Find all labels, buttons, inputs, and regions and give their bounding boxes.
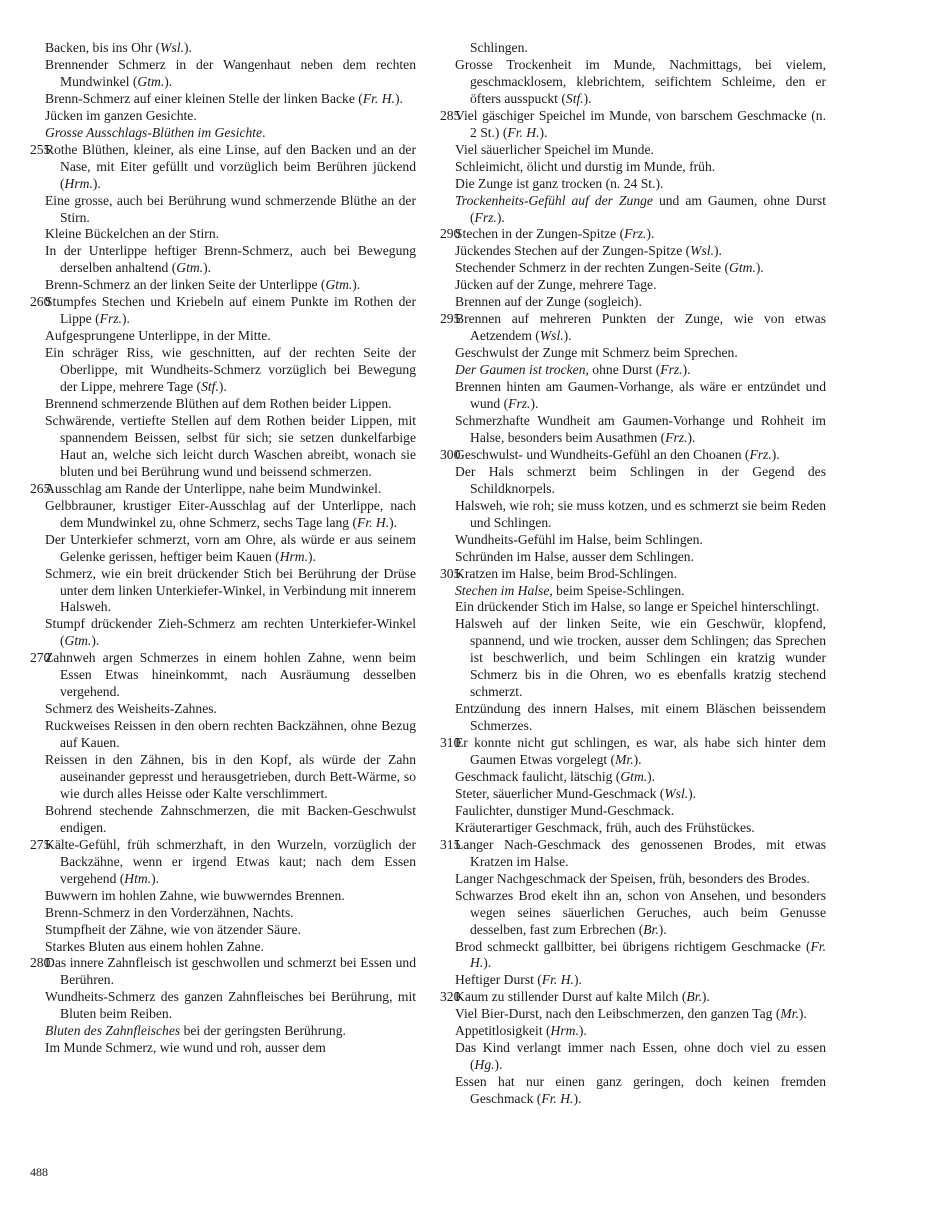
symptom-entry	[440, 311, 826, 345]
symptom-entry	[440, 243, 826, 260]
symptom-entry	[440, 701, 826, 735]
symptom-entry	[440, 871, 826, 888]
symptom-entry	[30, 566, 416, 617]
entry-text: Halsweh auf der linken Seite, wie ein Geschwür, klopfend, spannend, und wie trocken, ausser dem Schlingen; das Sprechen ist beschwerlich, und beim Schlingen ein kratzig wunder Schmerz bis in die Ohren, wo es ebenfalls kratzig stechend schmerzt.	[455, 616, 826, 700]
entry-text: Schmerzhafte Wundheit am Gaumen-Vorhange und Rohheit im Halse, besonders beim Ausathmen (Frz.).	[455, 412, 826, 445]
entry-text: Zahnweh argen Schmerzes in einem hohlen Zahne, wenn beim Essen Etwas hineinkommt, nach Ausräumung desselben vergehend.	[45, 650, 416, 700]
symptom-entry	[440, 159, 826, 176]
entry-text: Ausschlag am Rande der Unterlippe, nahe beim Mundwinkel.	[45, 480, 382, 496]
symptom-entry	[440, 260, 826, 277]
entry-text: Schmerz, wie ein breit drückender Stich bei Berührung der Drüse unter dem linken Unterkiefer-Winkel, in Verbindung mit innerem Halsweh.	[45, 565, 416, 615]
entry-text: Trockenheits-Gefühl auf der Zunge und am Gaumen, ohne Durst (Frz.).	[455, 192, 826, 225]
symptom-entry	[30, 142, 416, 193]
entry-text: Eine grosse, auch bei Berührung wund schmerzende Blüthe an der Stirn.	[45, 192, 416, 225]
symptom-entry	[30, 1023, 416, 1040]
entry-text: Geschmack faulicht, lätschig (Gtm.).	[455, 768, 656, 784]
entry-text: Er konnte nicht gut schlingen, es war, als habe sich hinter dem Gaumen Etwas vorgelegt (Mr.).	[455, 735, 826, 768]
symptom-entry	[440, 566, 826, 583]
entry-text: Starkes Bluten aus einem hohlen Zahne.	[45, 938, 264, 954]
entry-text: Reissen in den Zähnen, bis in den Kopf, als würde der Zahn auseinander gepresst und herausgetrieben, durch Bett-Wärme, so wie durch alles Heisse oder Kalte verschlimmert.	[45, 752, 416, 801]
symptom-entry	[440, 888, 826, 939]
symptom-entry	[440, 108, 826, 142]
symptom-entry	[440, 837, 826, 871]
entry-number: 295	[440, 311, 461, 327]
symptom-entry	[30, 396, 416, 413]
entry-text: Kräuterartiger Geschmack, früh, auch des Frühstückes.	[455, 819, 755, 835]
symptom-entry	[440, 1040, 826, 1074]
entry-text: Brennen auf mehreren Punkten der Zunge, wie von etwas Aetzendem (Wsl.).	[455, 311, 826, 344]
entry-text: Brenn-Schmerz auf einer kleinen Stelle der linken Backe (Fr. H.).	[45, 90, 403, 106]
entry-number: 280	[30, 955, 51, 971]
right-column	[440, 40, 826, 1108]
entry-text: Bluten des Zahnfleisches bei der geringsten Berührung.	[45, 1023, 346, 1039]
symptom-entry	[30, 922, 416, 939]
entry-text: Der Gaumen ist trocken, ohne Durst (Frz.).	[455, 362, 691, 378]
entry-text: In der Unterlippe heftiger Brenn-Schmerz, auch bei Bewegung derselben anhaltend (Gtm.).	[45, 243, 416, 276]
symptom-entry	[440, 1006, 826, 1023]
entry-text: Der Hals schmerzt beim Schlingen in der Gegend des Schildknorpels.	[455, 463, 826, 496]
entry-text: Schlingen.	[470, 40, 528, 55]
symptom-entry	[30, 294, 416, 328]
entry-number: 285	[440, 107, 461, 123]
symptom-entry	[440, 193, 826, 227]
entry-text: Stumpfes Stechen und Kriebeln auf einem Punkte im Rothen der Lippe (Frz.).	[45, 294, 416, 327]
symptom-entry	[440, 583, 826, 600]
entry-text: Langer Nachgeschmack der Speisen, früh, besonders des Brodes.	[455, 870, 810, 886]
entry-text: Kaum zu stillender Durst auf kalte Milch (Br.).	[455, 989, 710, 1005]
symptom-entry	[30, 752, 416, 803]
symptom-entry	[30, 328, 416, 345]
symptom-entry	[30, 413, 416, 481]
symptom-entry	[30, 243, 416, 277]
entry-number: 255	[30, 141, 51, 157]
symptom-entry	[440, 769, 826, 786]
symptom-entry	[440, 142, 826, 159]
entry-text: Brenn-Schmerz in den Vorderzähnen, Nachts.	[45, 904, 294, 920]
symptom-entry	[440, 1023, 826, 1040]
entry-text: Schmerz des Weisheits-Zahnes.	[45, 701, 217, 717]
entry-text: Wundheits-Schmerz des ganzen Zahnfleisches bei Berührung, mit Bluten beim Reiben.	[45, 989, 416, 1022]
entry-text: Grosse Ausschlags-Blüthen im Gesichte.	[45, 124, 266, 140]
symptom-entry	[30, 803, 416, 837]
entry-text: Geschwulst der Zunge mit Schmerz beim Sprechen.	[455, 345, 738, 361]
symptom-entry	[440, 616, 826, 701]
symptom-entry	[440, 57, 826, 108]
entry-text: Gelbbrauner, krustiger Eiter-Ausschlag auf der Unterlippe, nach dem Mundwinkel zu, ohne Schmerz, sechs Tage lang (Fr. H.).	[45, 497, 416, 530]
entry-text: Schwarzes Brod ekelt ihn an, schon von Ansehen, und besonders wegen seines säuerlichen Geruches, auch beim Genusse desselben, fast zum Erbrechen (Br.).	[455, 887, 826, 937]
symptom-entry	[440, 362, 826, 379]
entry-text: Appetitlosigkeit (Hrm.).	[455, 1023, 587, 1039]
entry-text: Kälte-Gefühl, früh schmerzhaft, in den Wurzeln, vorzüglich der Backzähne, wenn er irgend Etwas kaut; nach dem Essen vergehend (Htm.).	[45, 836, 416, 886]
symptom-entry	[30, 481, 416, 498]
entry-text: Ruckweises Reissen in den obern rechten Backzähnen, ohne Bezug auf Kauen.	[45, 718, 416, 751]
symptom-entry	[30, 226, 416, 243]
symptom-entry	[30, 718, 416, 752]
entry-text: Jücken im ganzen Gesichte.	[45, 107, 197, 123]
entry-text: Brenn-Schmerz an der linken Seite der Unterlippe (Gtm.).	[45, 277, 361, 293]
symptom-entry	[30, 91, 416, 108]
entry-text: Heftiger Durst (Fr. H.).	[455, 972, 582, 988]
symptom-entry	[30, 837, 416, 888]
symptom-entry	[30, 955, 416, 989]
symptom-entry	[440, 1074, 826, 1108]
symptom-entry	[440, 989, 826, 1006]
entry-text: Schleimicht, ölicht und durstig im Munde, früh.	[455, 158, 716, 174]
symptom-entry	[440, 226, 826, 243]
entry-number: 290	[440, 226, 461, 242]
symptom-entry	[440, 464, 826, 498]
entry-text: Buwwern im hohlen Zahne, wie buwwerndes Brennen.	[45, 887, 345, 903]
entry-text: Kleine Bückelchen an der Stirn.	[45, 226, 220, 242]
symptom-entry	[30, 498, 416, 532]
entry-number: 260	[30, 294, 51, 310]
symptom-entry	[440, 379, 826, 413]
symptom-entry	[30, 616, 416, 650]
symptom-entry	[440, 549, 826, 566]
entry-text: Faulichter, dunstiger Mund-Geschmack.	[455, 802, 675, 818]
symptom-entry	[440, 413, 826, 447]
entry-text: Viel Bier-Durst, nach den Leibschmerzen, den ganzen Tag (Mr.).	[455, 1006, 807, 1022]
entry-number: 300	[440, 446, 461, 462]
entry-text: Stechen im Halse, beim Speise-Schlingen.	[455, 582, 685, 598]
symptom-entry	[30, 939, 416, 956]
symptom-entry	[30, 277, 416, 294]
entry-text: Essen hat nur einen ganz geringen, doch keinen fremden Geschmack (Fr. H.).	[455, 1074, 826, 1107]
symptom-entry	[440, 40, 826, 57]
entry-text: Das innere Zahnfleisch ist geschwollen und schmerzt bei Essen und Berühren.	[45, 955, 416, 988]
symptom-entry	[440, 972, 826, 989]
entry-text: Brod schmeckt gallbitter, bei übrigens richtigem Geschmacke (Fr. H.).	[455, 938, 826, 971]
symptom-entry	[30, 650, 416, 701]
entry-text: Stumpf drückender Zieh-Schmerz am rechten Unterkiefer-Winkel (Gtm.).	[45, 616, 416, 649]
symptom-entry	[30, 1040, 416, 1057]
symptom-entry	[440, 939, 826, 973]
symptom-entry	[30, 989, 416, 1023]
symptom-entry	[30, 108, 416, 125]
entry-text: Ein drückender Stich im Halse, so lange er Speichel hinterschlingt.	[455, 599, 820, 615]
entry-text: Brennender Schmerz in der Wangenhaut neben dem rechten Mundwinkel (Gtm.).	[45, 56, 416, 89]
entry-text: Brennen auf der Zunge (sogleich).	[455, 294, 642, 310]
symptom-entry	[30, 532, 416, 566]
entry-text: Aufgesprungene Unterlippe, in der Mitte.	[45, 328, 271, 344]
entry-number: 305	[440, 565, 461, 581]
symptom-entry	[30, 905, 416, 922]
entry-text: Stechender Schmerz in der rechten Zungen-Seite (Gtm.).	[455, 260, 764, 276]
entry-text: Viel säuerlicher Speichel im Munde.	[455, 141, 654, 157]
entry-text: Steter, säuerlicher Mund-Geschmack (Wsl.).	[455, 785, 697, 801]
entry-number: 275	[30, 836, 51, 852]
symptom-entry	[440, 820, 826, 837]
page-number: 488	[30, 1165, 48, 1179]
entry-text: Entzündung des innern Halses, mit einem Bläschen beissendem Schmerzes.	[455, 701, 826, 734]
entry-text: Wundheits-Gefühl im Halse, beim Schlingen.	[455, 531, 703, 547]
symptom-entry	[30, 345, 416, 396]
entry-text: Schwärende, vertiefte Stellen auf dem Rothen beider Lippen, mit spannendem Beissen, selbst für sich; sie setzen dunkelfarbige Haut an, welche sich leicht durch Waschen abreibt, wonach sie bluten und bei Berührung wund und beissend schmerzen.	[45, 412, 416, 479]
entry-text: Backen, bis ins Ohr (Wsl.).	[45, 40, 192, 55]
entry-text: Viel gäschiger Speichel im Munde, von barschem Geschmacke (n. 2 St.) (Fr. H.).	[455, 107, 826, 140]
symptom-entry	[30, 701, 416, 718]
entry-text: Die Zunge ist ganz trocken (n. 24 St.).	[455, 175, 664, 191]
symptom-entry	[30, 193, 416, 227]
symptom-entry	[30, 57, 416, 91]
entry-text: Das Kind verlangt immer nach Essen, ohne doch viel zu essen (Hg.).	[455, 1040, 826, 1073]
entry-text: Kratzen im Halse, beim Brod-Schlingen.	[455, 565, 677, 581]
symptom-entry	[440, 599, 826, 616]
entry-text: Schründen im Halse, ausser dem Schlingen.	[455, 548, 694, 564]
entry-text: Ein schräger Riss, wie geschnitten, auf der rechten Seite der Oberlippe, mit Wundheits-Schmerz vorzüglich bei Bewegung der Lippe, mehrere Tage (Stf.).	[45, 345, 416, 395]
entry-number: 265	[30, 480, 51, 496]
symptom-entry	[440, 277, 826, 294]
symptom-entry	[440, 735, 826, 769]
symptom-entry	[440, 786, 826, 803]
entry-number: 310	[440, 735, 461, 751]
entry-text: Im Munde Schmerz, wie wund und roh, ausser dem	[45, 1040, 326, 1056]
entry-text: Langer Nach-Geschmack des genossenen Brodes, mit etwas Kratzen im Halse.	[455, 836, 826, 869]
entry-text: Jückendes Stechen auf der Zungen-Spitze (Wsl.).	[455, 243, 722, 259]
symptom-entry	[440, 498, 826, 532]
symptom-entry	[440, 447, 826, 464]
entry-text: Bohrend stechende Zahnschmerzen, die mit Backen-Geschwulst endigen.	[45, 802, 416, 835]
symptom-entry	[440, 345, 826, 362]
entry-number: 320	[440, 989, 461, 1005]
entry-text: Stechen in der Zungen-Spitze (Frz.).	[455, 226, 655, 242]
entry-number: 270	[30, 650, 51, 666]
left-column	[30, 40, 416, 1057]
symptom-entry	[30, 125, 416, 142]
symptom-entry	[30, 40, 416, 57]
entry-text: Der Unterkiefer schmerzt, vorn am Ohre, als würde er aus seinem Gelenke gerissen, heftiger beim Kauen (Hrm.).	[45, 531, 416, 564]
entry-text: Brennen hinten am Gaumen-Vorhange, als wäre er entzündet und wund (Frz.).	[455, 379, 826, 412]
entry-text: Brennend schmerzende Blüthen auf dem Rothen beider Lippen.	[45, 396, 392, 412]
entry-number: 315	[440, 836, 461, 852]
entry-text: Grosse Trockenheit im Munde, Nachmittags, bei vielem, geschmacklosem, klebrichtem, seifichtem Schleime, den er öfters ausspuckt (Stf.).	[455, 56, 826, 106]
entry-text: Geschwulst- und Wundheits-Gefühl an den Choanen (Frz.).	[455, 446, 780, 462]
symptom-entry	[440, 176, 826, 193]
symptom-entry	[440, 803, 826, 820]
entry-text: Halsweh, wie roh; sie muss kotzen, und es schmerzt sie beim Reden und Schlingen.	[455, 497, 826, 530]
entry-text: Rothe Blüthen, kleiner, als eine Linse, auf den Backen und an der Nase, mit Eiter gefüllt und vorzüglich beim Berühren jückend (Hrm.).	[45, 141, 416, 191]
entry-text: Jücken auf der Zunge, mehrere Tage.	[455, 277, 657, 293]
symptom-entry	[30, 888, 416, 905]
symptom-entry	[440, 532, 826, 549]
symptom-entry	[440, 294, 826, 311]
entry-text: Stumpfheit der Zähne, wie von ätzender Säure.	[45, 921, 301, 937]
